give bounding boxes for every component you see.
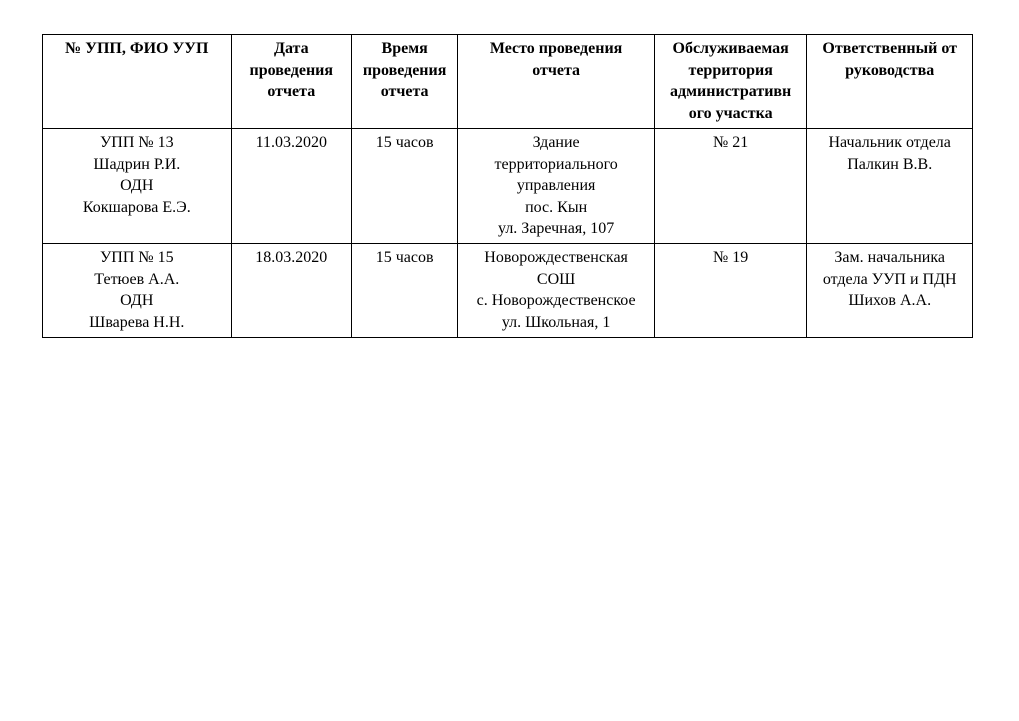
header-date bbox=[231, 35, 351, 129]
cell-line: Кокшарова Е.Э. bbox=[82, 198, 191, 216]
report-schedule-table bbox=[42, 34, 973, 338]
cell-line: 11.03.2020 bbox=[255, 134, 327, 151]
header-place bbox=[458, 35, 655, 129]
cell-line: Шихов А.А. bbox=[848, 292, 932, 309]
cell-line: УПП № 15 bbox=[99, 249, 174, 266]
cell-time bbox=[351, 129, 457, 244]
cell-responsible bbox=[807, 129, 973, 244]
header-text: проведения bbox=[362, 61, 447, 79]
header-responsible bbox=[807, 35, 973, 129]
header-text: отчета bbox=[532, 61, 581, 79]
header-text: территория bbox=[688, 61, 773, 79]
cell-upp-fio bbox=[43, 244, 232, 338]
cell-place bbox=[458, 244, 655, 338]
cell-territory bbox=[654, 244, 806, 338]
header-text: проведения bbox=[249, 61, 334, 79]
cell-date bbox=[231, 129, 351, 244]
cell-line: 18.03.2020 bbox=[255, 249, 328, 266]
cell-line: УПП № 13 bbox=[99, 134, 174, 151]
cell-time bbox=[351, 244, 457, 338]
cell-line: Зам. начальника bbox=[834, 249, 945, 266]
cell-line: управления bbox=[516, 177, 596, 194]
table-body bbox=[43, 129, 973, 338]
header-text: Дата bbox=[273, 40, 309, 57]
header-text: Ответственный от bbox=[822, 40, 957, 57]
cell-line: Шварева Н.Н. bbox=[89, 313, 185, 331]
header-text: отчета bbox=[380, 83, 429, 100]
cell-line: с. Новорождественское bbox=[476, 292, 636, 309]
cell-line: ОДН bbox=[120, 292, 154, 309]
header-text: Обслуживаемая bbox=[672, 40, 789, 57]
cell-upp-fio bbox=[43, 129, 232, 244]
header-text: Время bbox=[381, 40, 428, 57]
cell-line: № 19 bbox=[713, 249, 749, 266]
cell-date bbox=[231, 244, 351, 338]
cell-line: пос. Кын bbox=[525, 198, 588, 216]
header-text: ого участка bbox=[688, 104, 773, 122]
cell-line: Начальник отдела bbox=[828, 134, 951, 151]
table-row bbox=[43, 244, 973, 338]
cell-line: отдела УУП и ПДН bbox=[822, 270, 957, 288]
cell-line: территориального bbox=[494, 155, 618, 173]
header-row bbox=[43, 35, 973, 129]
header-territory bbox=[654, 35, 806, 129]
cell-line: Палкин В.В. bbox=[847, 155, 933, 173]
table-header bbox=[43, 35, 973, 129]
header-text: административн bbox=[670, 83, 792, 100]
header-text: руководства bbox=[845, 61, 935, 79]
cell-line: 15 часов bbox=[375, 249, 434, 266]
cell-line: Новорождественская bbox=[484, 249, 628, 266]
header-text: Место проведения bbox=[489, 40, 623, 57]
table-row bbox=[43, 129, 973, 244]
cell-line: Тетюев А.А. bbox=[94, 270, 180, 288]
cell-line: Здание bbox=[532, 134, 580, 151]
header-time bbox=[351, 35, 457, 129]
header-upp-fio bbox=[43, 35, 232, 129]
cell-line: 15 часов bbox=[375, 134, 434, 151]
cell-responsible bbox=[807, 244, 973, 338]
cell-line: ОДН bbox=[120, 177, 154, 194]
cell-line: Шадрин Р.И. bbox=[93, 155, 181, 173]
cell-line: СОШ bbox=[536, 270, 576, 288]
cell-line: ул. Заречная, 107 bbox=[498, 220, 615, 237]
header-text: № УПП, ФИО УУП bbox=[65, 40, 209, 57]
cell-line: № 21 bbox=[713, 134, 749, 151]
header-text: отчета bbox=[267, 83, 316, 100]
cell-line: ул. Школьная, 1 bbox=[501, 313, 611, 331]
cell-territory bbox=[654, 129, 806, 244]
cell-place bbox=[458, 129, 655, 244]
